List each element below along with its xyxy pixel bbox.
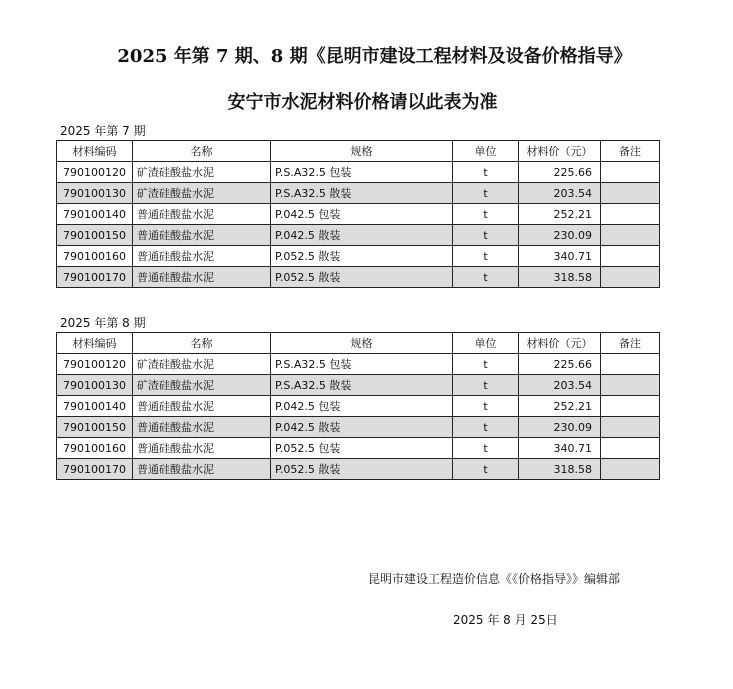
table-row xyxy=(57,396,660,417)
cell-price: 340.71 xyxy=(519,438,601,459)
cell-note xyxy=(601,183,660,204)
header-unit: 单位 xyxy=(453,141,519,162)
cell-note xyxy=(601,225,660,246)
table-row xyxy=(57,183,660,204)
cell-unit: t xyxy=(453,354,519,375)
cell-spec: P.052.5 包装 xyxy=(271,438,453,459)
cell-price: 252.21 xyxy=(519,204,601,225)
table-row xyxy=(57,375,660,396)
cell-note xyxy=(601,246,660,267)
cell-note xyxy=(601,162,660,183)
cell-name: 矿渣硅酸盐水泥 xyxy=(133,183,271,204)
cell-name: 普通硅酸盐水泥 xyxy=(133,417,271,438)
cell-name: 矿渣硅酸盐水泥 xyxy=(133,375,271,396)
table-row xyxy=(57,354,660,375)
cell-spec: P.S.A32.5 散装 xyxy=(271,375,453,396)
document-title: 2025 年第 7 期、8 期《昆明市建设工程材料及设备价格指导》 xyxy=(117,46,632,67)
cell-name: 普通硅酸盐水泥 xyxy=(133,225,271,246)
cell-note xyxy=(601,417,660,438)
header-name: 名称 xyxy=(133,141,271,162)
table-row xyxy=(57,267,660,288)
cell-code: 790100170 xyxy=(57,267,133,288)
header-price: 材料价（元） xyxy=(519,333,601,354)
cell-name: 普通硅酸盐水泥 xyxy=(133,459,271,480)
cell-unit: t xyxy=(453,225,519,246)
cell-price: 252.21 xyxy=(519,396,601,417)
cell-unit: t xyxy=(453,204,519,225)
cell-code: 790100150 xyxy=(57,417,133,438)
cell-name: 普通硅酸盐水泥 xyxy=(133,204,271,225)
cell-unit: t xyxy=(453,162,519,183)
period-8-table xyxy=(56,332,660,480)
cell-unit: t xyxy=(453,246,519,267)
cell-note xyxy=(601,354,660,375)
cell-price: 203.54 xyxy=(519,183,601,204)
cell-unit: t xyxy=(453,375,519,396)
table-row xyxy=(57,246,660,267)
cell-price: 203.54 xyxy=(519,375,601,396)
table-row xyxy=(57,459,660,480)
cell-code: 790100130 xyxy=(57,183,133,204)
table-header-row xyxy=(57,141,660,162)
cell-unit: t xyxy=(453,459,519,480)
cell-code: 790100140 xyxy=(57,204,133,225)
header-code: 材料编码 xyxy=(57,333,133,354)
period-8-label: 2025 年第 8 期 xyxy=(60,316,146,330)
cell-name: 普通硅酸盐水泥 xyxy=(133,246,271,267)
table-row xyxy=(57,438,660,459)
cell-unit: t xyxy=(453,417,519,438)
cell-unit: t xyxy=(453,396,519,417)
cell-price: 225.66 xyxy=(519,162,601,183)
cell-spec: P.042.5 散装 xyxy=(271,417,453,438)
cell-spec: P.S.A32.5 散装 xyxy=(271,183,453,204)
header-spec: 规格 xyxy=(271,141,453,162)
cell-spec: P.052.5 散装 xyxy=(271,459,453,480)
cell-note xyxy=(601,459,660,480)
table-row xyxy=(57,225,660,246)
header-spec: 规格 xyxy=(271,333,453,354)
cell-note xyxy=(601,375,660,396)
cell-spec: P.042.5 包装 xyxy=(271,204,453,225)
cell-name: 普通硅酸盐水泥 xyxy=(133,267,271,288)
header-price: 材料价（元） xyxy=(519,141,601,162)
table-row xyxy=(57,204,660,225)
cell-unit: t xyxy=(453,267,519,288)
cell-price: 230.09 xyxy=(519,225,601,246)
table-row xyxy=(57,162,660,183)
issue-date: 2025 年 8 月 25日 xyxy=(453,613,558,627)
cell-code: 790100160 xyxy=(57,246,133,267)
period-7-table xyxy=(56,140,660,288)
period-7-label: 2025 年第 7 期 xyxy=(60,124,146,138)
cell-spec: P.S.A32.5 包装 xyxy=(271,162,453,183)
header-code: 材料编码 xyxy=(57,141,133,162)
cell-spec: P.042.5 包装 xyxy=(271,396,453,417)
cell-name: 矿渣硅酸盐水泥 xyxy=(133,354,271,375)
cell-note xyxy=(601,204,660,225)
cell-note xyxy=(601,438,660,459)
header-name: 名称 xyxy=(133,333,271,354)
cell-spec: P.052.5 散装 xyxy=(271,267,453,288)
cell-code: 790100120 xyxy=(57,354,133,375)
cell-code: 790100120 xyxy=(57,162,133,183)
cell-price: 225.66 xyxy=(519,354,601,375)
cell-price: 340.71 xyxy=(519,246,601,267)
cell-code: 790100130 xyxy=(57,375,133,396)
cell-note xyxy=(601,396,660,417)
table-row xyxy=(57,417,660,438)
header-note: 备注 xyxy=(601,333,660,354)
cell-name: 矿渣硅酸盐水泥 xyxy=(133,162,271,183)
cell-code: 790100170 xyxy=(57,459,133,480)
cell-spec: P.042.5 散装 xyxy=(271,225,453,246)
cell-unit: t xyxy=(453,183,519,204)
cell-price: 318.58 xyxy=(519,267,601,288)
cell-code: 790100140 xyxy=(57,396,133,417)
header-note: 备注 xyxy=(601,141,660,162)
cell-note xyxy=(601,267,660,288)
cell-price: 230.09 xyxy=(519,417,601,438)
document-subtitle: 安宁市水泥材料价格请以此表为准 xyxy=(227,92,498,113)
cell-code: 790100150 xyxy=(57,225,133,246)
cell-unit: t xyxy=(453,438,519,459)
header-unit: 单位 xyxy=(453,333,519,354)
table-header-row xyxy=(57,333,660,354)
cell-spec: P.052.5 散装 xyxy=(271,246,453,267)
cell-name: 普通硅酸盐水泥 xyxy=(133,438,271,459)
cell-price: 318.58 xyxy=(519,459,601,480)
cell-code: 790100160 xyxy=(57,438,133,459)
editor-signature: 昆明市建设工程造价信息《《价格指导》》编辑部 xyxy=(368,572,621,586)
cell-name: 普通硅酸盐水泥 xyxy=(133,396,271,417)
cell-spec: P.S.A32.5 包装 xyxy=(271,354,453,375)
